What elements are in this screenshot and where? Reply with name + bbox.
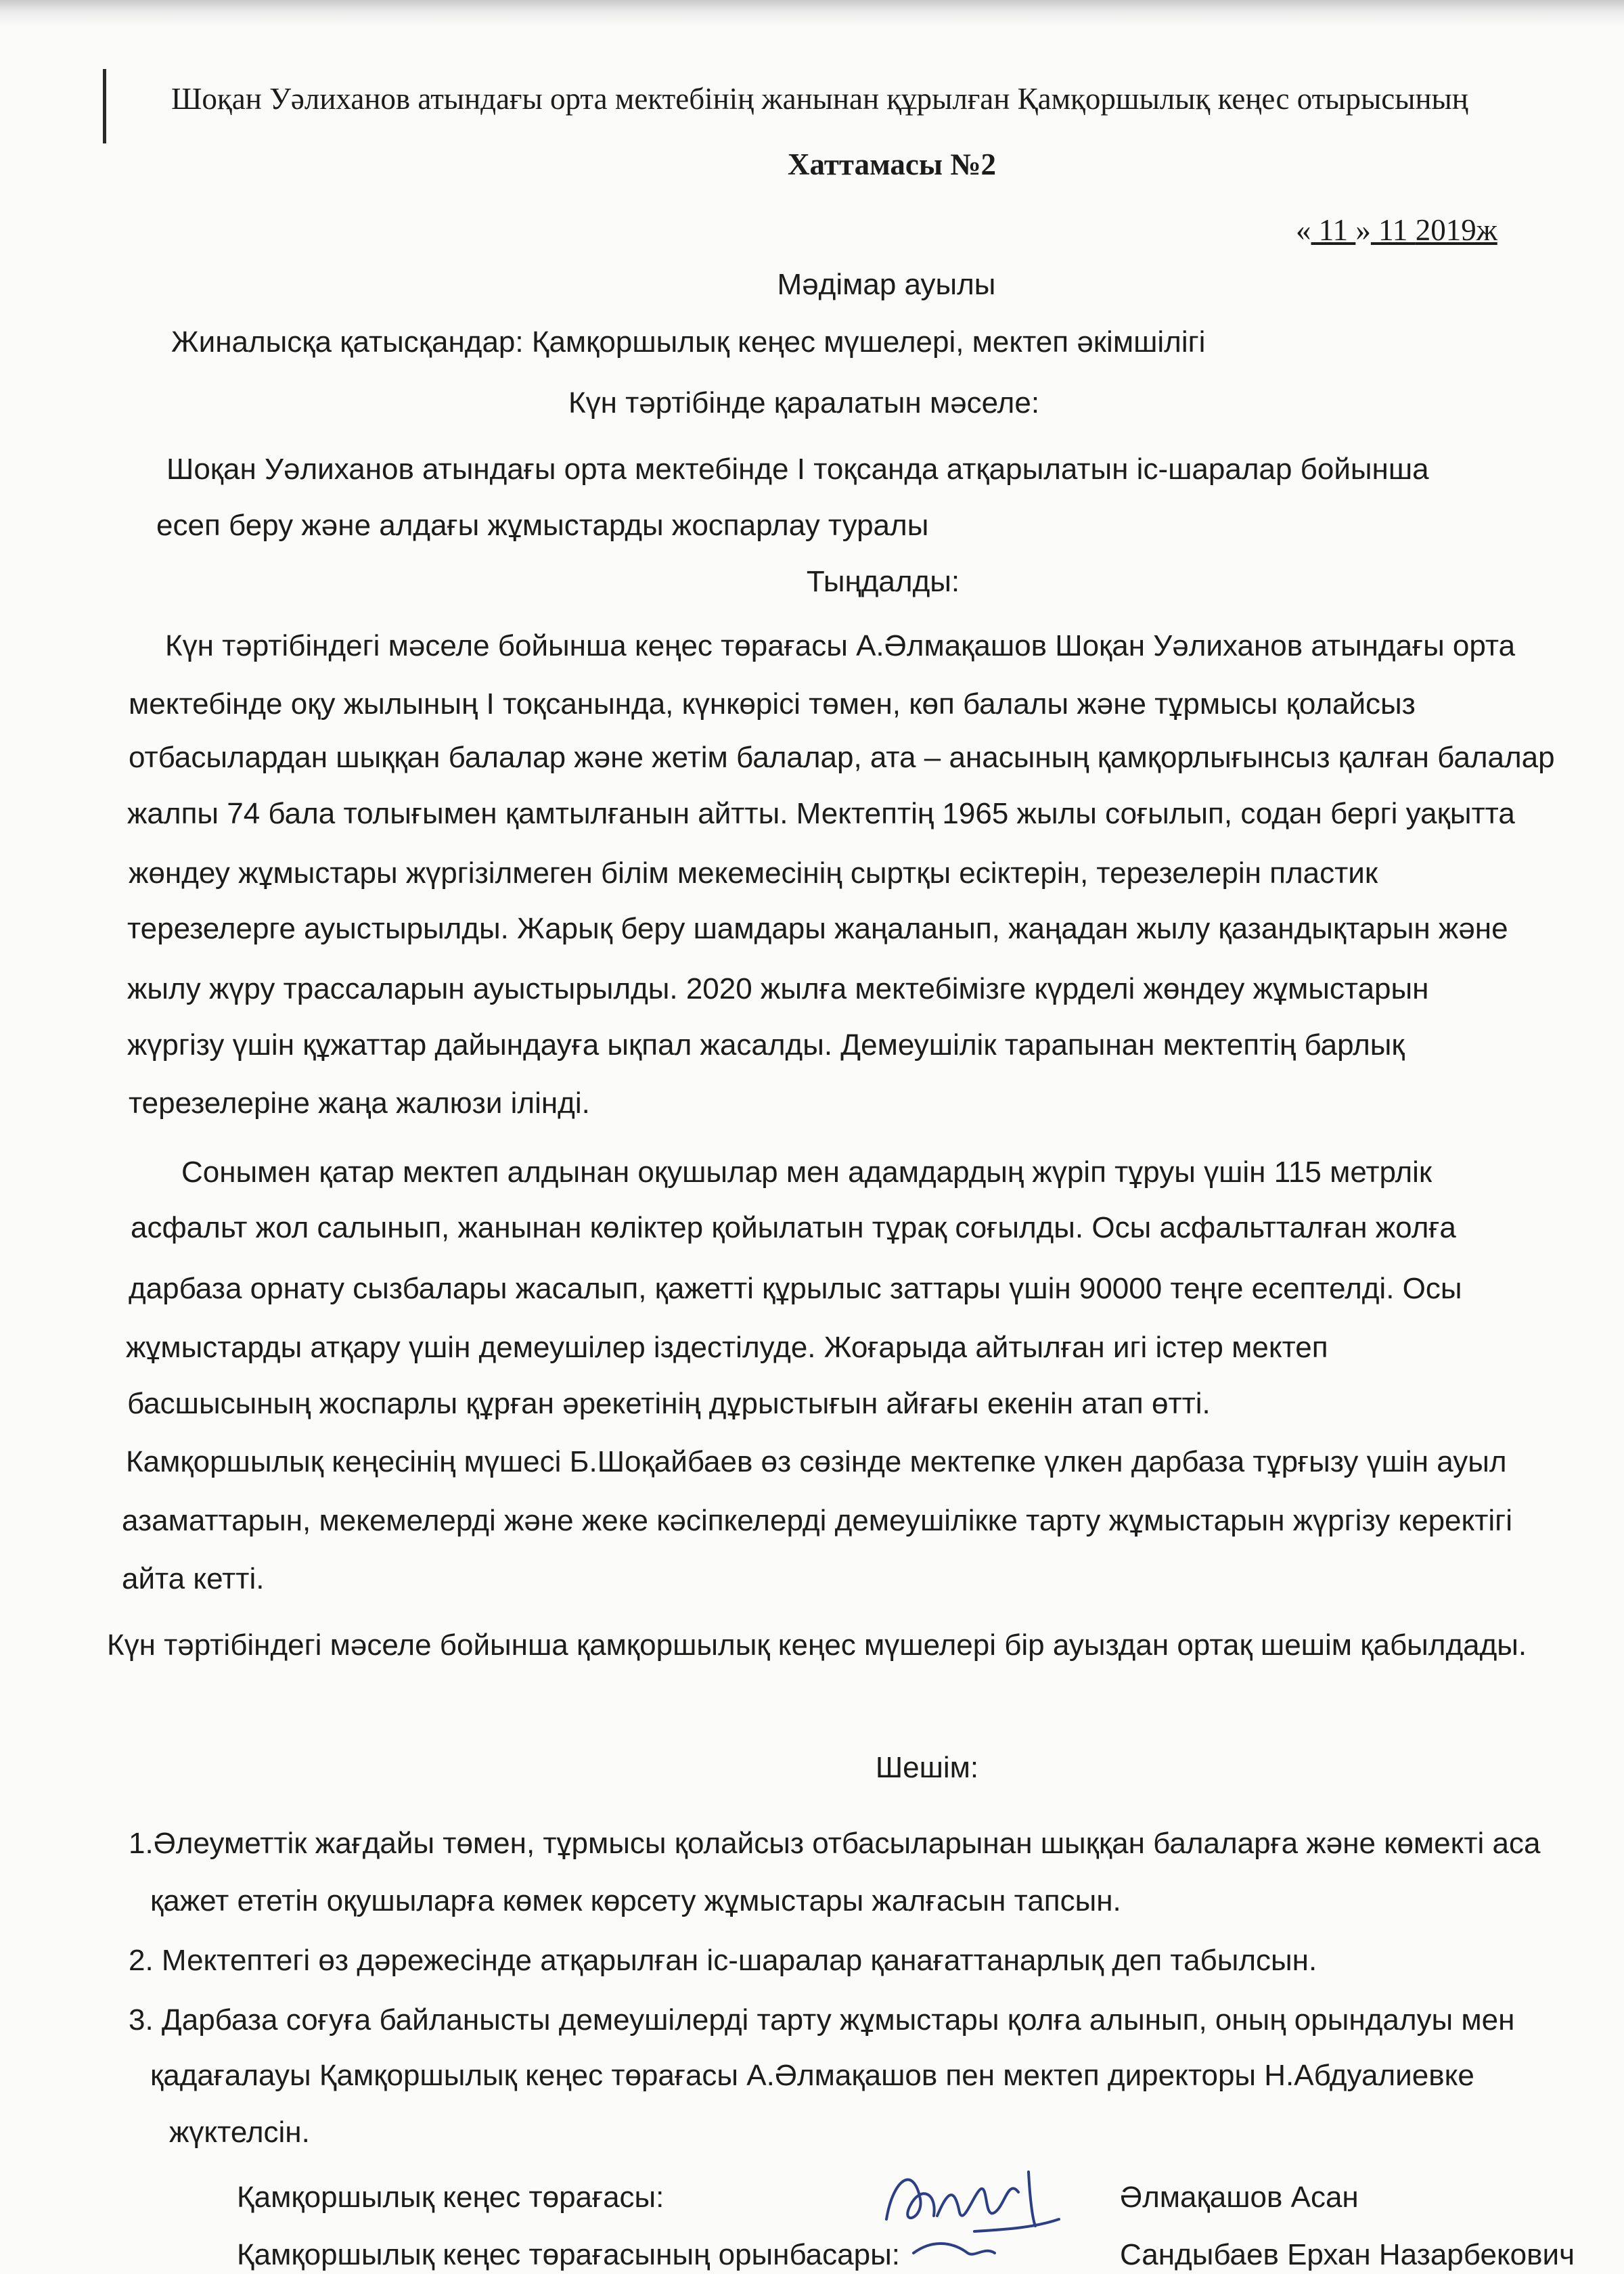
heard-line: жалпы 74 бала толығымен қамтылғанын айтты. Мектептің 1965 жылы соғылып, содан бергі уақытта: [127, 797, 1515, 830]
date-year: 2019ж: [1415, 213, 1497, 247]
chair-label: Қамқоршылық кеңес төрағасы:: [237, 2181, 664, 2214]
heard-line: асфальт жол салынып, жанынан көліктер қойылатын тұрақ соғылды. Осы асфальтталған жолға: [131, 1211, 1456, 1244]
date-open-quote: «: [1296, 213, 1311, 247]
place: Мәдімар ауылы: [777, 268, 996, 301]
heard-line: жөндеу жұмыстары жүргізілмеген білім мекемесінің сыртқы есіктерін, терезелерін пластик: [129, 857, 1378, 890]
title-line: Шоқан Уәлиханов атындағы орта мектебінің жанынан құрылған Қамқоршылық кеңес отырысының: [171, 82, 1468, 116]
decision-item-cont: жүктелсін.: [169, 2116, 310, 2149]
heard-conclusion: Күн тәртібіндегі мәселе бойынша қамқоршылық кеңес мүшелері бір ауыздан ортақ шешім қабылдады.: [107, 1629, 1527, 1662]
date-day: 11: [1311, 213, 1356, 247]
date-close-quote: »: [1355, 213, 1371, 247]
date-month: 11: [1370, 213, 1416, 247]
chair-name: Әлмақашов Асан: [1120, 2181, 1359, 2214]
chair-signature: [873, 2152, 1069, 2258]
decision-item-cont: қажет ететін оқушыларға көмек көрсету жұмыстары жалғасын тапсын.: [150, 1884, 1121, 1917]
heard-line: Күн тәртібіндегі мәселе бойынша кеңес төрағасы А.Әлмақашов Шоқан Уәлиханов атындағы орта: [165, 629, 1516, 662]
heard-heading: Тыңдалды:: [806, 565, 960, 598]
decision-item: 1.Әлеуметтік жағдайы төмен, тұрмысы қолайсыз отбасыларынан шыққан балаларға және көмекті аса: [129, 1827, 1541, 1860]
heard-line: жүргізу үшін құжаттар дайындауға ықпал жасалды. Демеушілік тарапынан мектептің барлық: [127, 1028, 1405, 1062]
scan-edge-mark: [103, 69, 106, 143]
heard-line: азаматтарын, мекемелерді және жеке кәсіпкелерді демеушілікке тарту жұмыстарын жүргізу керектігі: [122, 1504, 1513, 1537]
heard-line: мектебінде оқу жылының І тоқсанында, күнкөрісі төмен, көп балалы және тұрмысы қолайсыз: [129, 687, 1416, 721]
agenda-heading: Күн тәртібінде қаралатын мәселе:: [568, 386, 1040, 419]
heard-line: айта кетті.: [122, 1562, 265, 1595]
decision-item: 2. Мектептегі өз дәрежесінде атқарылған іс-шаралар қанағаттанарлық деп табылсын.: [129, 1944, 1317, 1977]
decision-item-cont: қадағалауы Қамқоршылық кеңес төрағасы А.Әлмақашов пен мектеп директоры Н.Абдуалиевке: [150, 2059, 1474, 2092]
heard-line: жылу жүру трассаларын ауыстырылды. 2020 жылға мектебімізге күрделі жөндеу жұмыстарын: [127, 972, 1429, 1005]
document-date: [1296, 211, 1497, 249]
attendees-line: Жиналысқа қатысқандар: Қамқоршылық кеңес мүшелері, мектеп әкімшілігі: [171, 325, 1206, 359]
agenda-line: Шоқан Уәлиханов атындағы орта мектебінде І тоқсанда атқарылатын іс-шаралар бойынша: [166, 453, 1429, 486]
heard-line: терезелеріне жаңа жалюзи ілінді.: [129, 1087, 590, 1120]
deputy-label: Қамқоршылық кеңес төрағасының орынбасары:: [237, 2238, 900, 2271]
heard-line: басшысының жоспарлы құрған әрекетінің дұрыстығын айғағы екенін атап өтті.: [127, 1387, 1211, 1420]
decision-heading: Шешім:: [875, 1751, 979, 1784]
scan-top-shadow: [0, 0, 1624, 27]
heard-line: жұмыстарды атқару үшін демеушілер іздестілуде. Жоғарыда айтылған игі істер мектеп: [126, 1331, 1328, 1364]
heard-line: Сонымен қатар мектеп алдынан оқушылар мен адамдардың жүріп тұруы үшін 115 метрлік: [181, 1156, 1433, 1189]
heard-line: терезелерге ауыстырылды. Жарық беру шамдары жаңаланып, жаңадан жылу қазандықтарын және: [127, 912, 1508, 945]
heard-line: отбасылардан шыққан балалар және жетім балалар, ата – анасының қамқорлығынсыз қалған балалар: [129, 741, 1555, 774]
agenda-line: есеп беру және алдағы жұмыстарды жоспарлау туралы: [156, 509, 929, 542]
decision-item: 3. Дарбаза соғуға байланысты демеушілерді тарту жұмыстары қолға алынып, оның орындалуы мен: [129, 2003, 1515, 2037]
heard-line: дарбаза орнату сызбалары жасалып, қажетті құрылыс заттары үшін 90000 теңге есептелді. Осы: [129, 1272, 1462, 1305]
protocol-number: Хаттамасы №2: [787, 147, 996, 181]
deputy-name: Сандыбаев Ерхан Назарбекович: [1120, 2238, 1575, 2271]
heard-line: Камқоршылық кеңесінің мүшесі Б.Шоқайбаев өз сөзінде мектепке үлкен дарбаза тұрғызу үшін ауыл: [126, 1445, 1507, 1478]
